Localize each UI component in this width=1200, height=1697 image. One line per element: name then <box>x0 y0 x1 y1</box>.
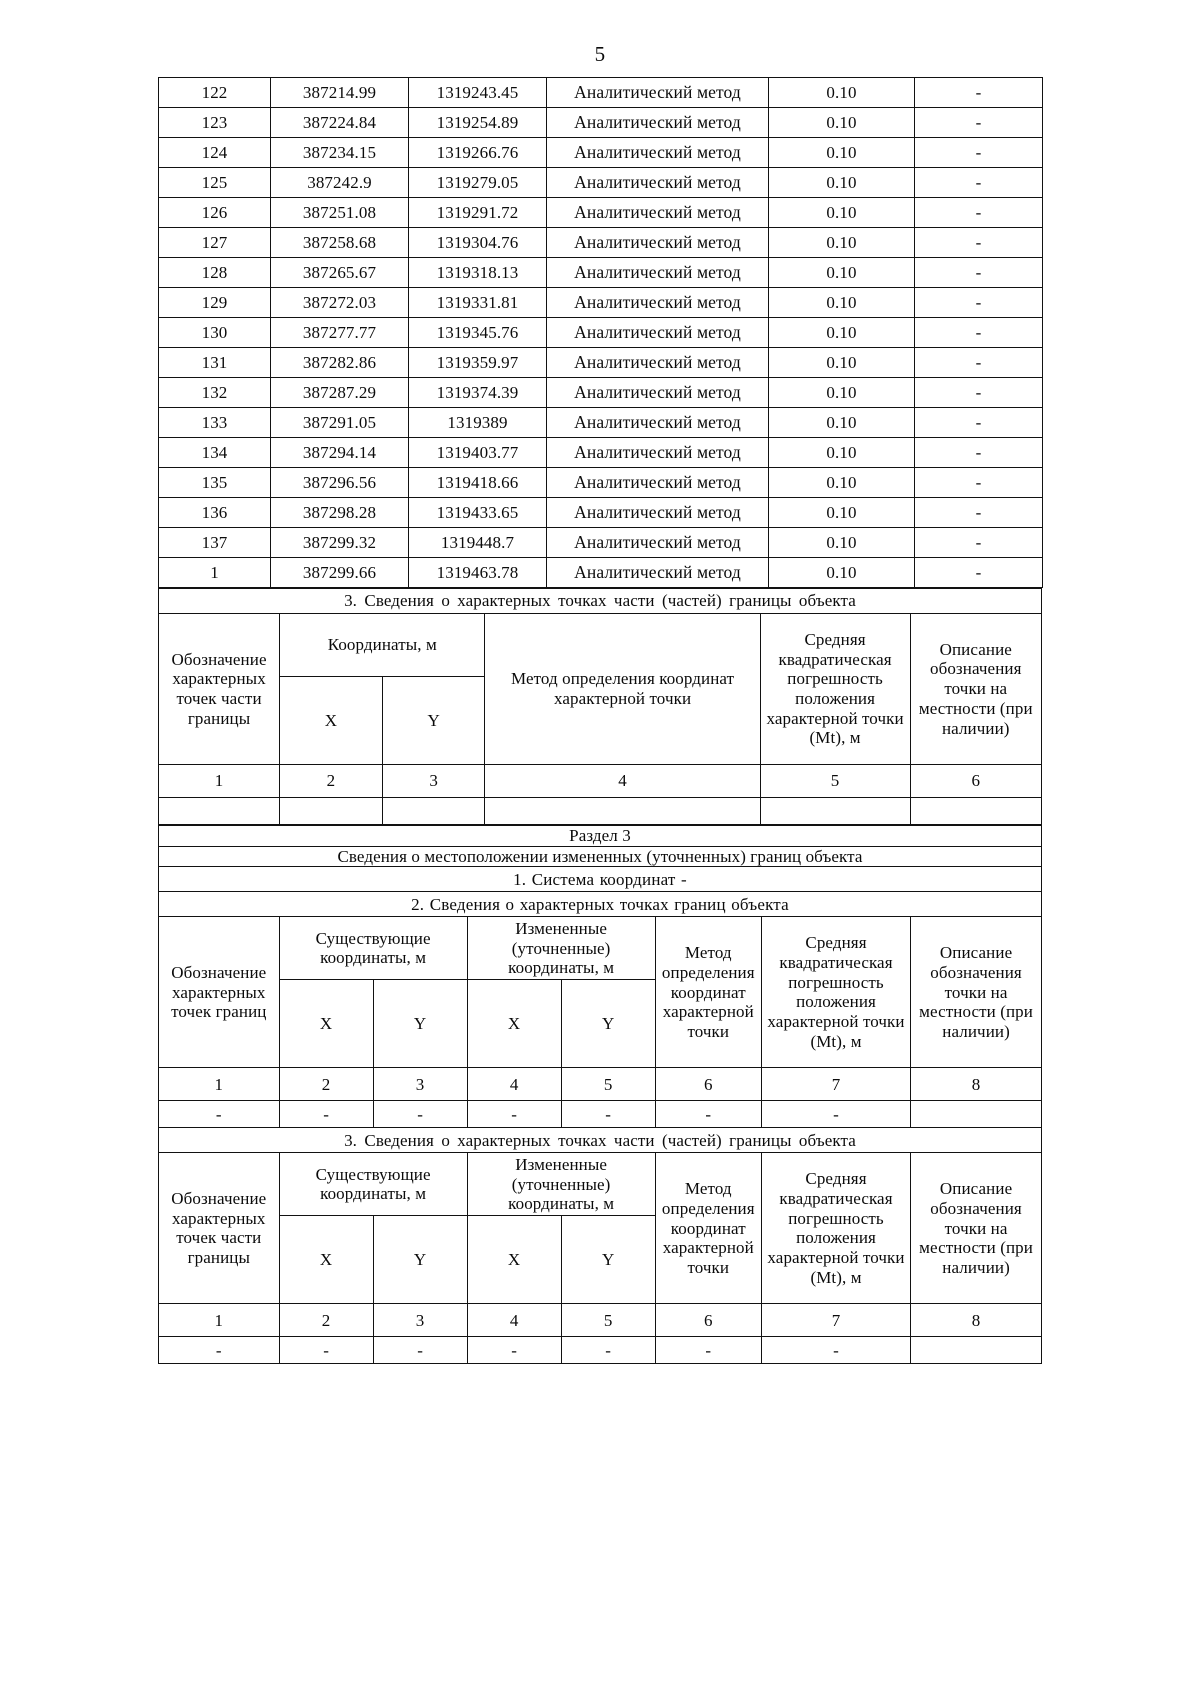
cell-mt: 0.10 <box>769 408 915 438</box>
column-number: 4 <box>467 1304 561 1337</box>
cell-point-number: 132 <box>159 378 271 408</box>
coordinate-system-label: 1. Система координат - <box>159 867 1042 892</box>
cell-mt: 0.10 <box>769 348 915 378</box>
cell-mt: 0.10 <box>769 318 915 348</box>
cell-point-number: 126 <box>159 198 271 228</box>
cell-value: - <box>761 1101 910 1128</box>
header-existing-x: X <box>279 980 373 1068</box>
cell-value: - <box>655 1101 761 1128</box>
header-changed-x: X <box>467 1216 561 1304</box>
column-number: 7 <box>761 1068 910 1101</box>
header-description: Описание обозначения точки на местности (при наличии) <box>911 1153 1042 1304</box>
razdel-title-row <box>159 826 1042 847</box>
column-number: 3 <box>382 765 485 798</box>
cell-x: 387296.56 <box>271 468 409 498</box>
column-numbering-row <box>159 1304 1042 1337</box>
cell-y: 1319448.7 <box>409 528 547 558</box>
cell-x: 387242.9 <box>271 168 409 198</box>
cell-point-number: 134 <box>159 438 271 468</box>
cell-method: Аналитический метод <box>547 258 769 288</box>
table-row <box>159 1337 1042 1364</box>
cell-mt: 0.10 <box>769 228 915 258</box>
cell-mt: 0.10 <box>769 258 915 288</box>
table-row <box>159 468 1043 498</box>
cell-method: Аналитический метод <box>547 108 769 138</box>
column-number: 3 <box>373 1304 467 1337</box>
cell-x: 387234.15 <box>271 138 409 168</box>
column-number: 8 <box>911 1304 1042 1337</box>
cell-mt: 0.10 <box>769 108 915 138</box>
razdel3-table <box>158 825 1042 1364</box>
header-changed-coordinates: Измененные (уточненные) координаты, м <box>467 917 655 980</box>
cell-description: - <box>915 348 1043 378</box>
cell-method: Аналитический метод <box>547 138 769 168</box>
cell-mt: 0.10 <box>769 468 915 498</box>
cell-empty <box>910 798 1041 825</box>
header-mean-square-error: Средняя квадратическая погрешность положения характерной точки (Mt), м <box>761 1153 910 1304</box>
table-row <box>159 558 1043 588</box>
cell-description: - <box>915 468 1043 498</box>
cell-mt: 0.10 <box>769 378 915 408</box>
table-row <box>159 318 1043 348</box>
cell-x: 387277.77 <box>271 318 409 348</box>
cell-point-number: 135 <box>159 468 271 498</box>
cell-point-number: 131 <box>159 348 271 378</box>
cell-empty <box>280 798 383 825</box>
cell-description: - <box>915 288 1043 318</box>
cell-y: 1319243.45 <box>409 78 547 108</box>
cell-method: Аналитический метод <box>547 348 769 378</box>
cell-y: 1319291.72 <box>409 198 547 228</box>
cell-description: - <box>915 168 1043 198</box>
table-header-row-upper <box>159 1153 1042 1216</box>
header-point-designation: Обозначение характерных точек части границы <box>159 1153 280 1304</box>
header-existing-coordinates: Существующие координаты, м <box>279 917 467 980</box>
cell-point-number: 1 <box>159 558 271 588</box>
cell-method: Аналитический метод <box>547 498 769 528</box>
table-row <box>159 438 1043 468</box>
cell-x: 387224.84 <box>271 108 409 138</box>
column-number: 4 <box>467 1068 561 1101</box>
cell-y: 1319463.78 <box>409 558 547 588</box>
column-number: 5 <box>561 1068 655 1101</box>
section-item-1-row <box>159 867 1042 892</box>
header-description: Описание обозначения точки на местности (при наличии) <box>910 614 1041 765</box>
table-row <box>159 78 1043 108</box>
header-y: Y <box>382 677 485 765</box>
boundary-points-label: 2. Сведения о характерных точках границ объекта <box>159 892 1042 917</box>
cell-value: - <box>373 1337 467 1364</box>
cell-x: 387214.99 <box>271 78 409 108</box>
cell-method: Аналитический метод <box>547 78 769 108</box>
cell-method: Аналитический метод <box>547 558 769 588</box>
table-row-empty <box>159 798 1042 825</box>
column-numbering-row <box>159 765 1042 798</box>
cell-description: - <box>915 438 1043 468</box>
cell-description: - <box>915 138 1043 168</box>
column-numbering-row <box>159 1068 1042 1101</box>
column-number: 4 <box>485 765 760 798</box>
cell-method: Аналитический метод <box>547 528 769 558</box>
column-number: 6 <box>655 1304 761 1337</box>
cell-x: 387299.66 <box>271 558 409 588</box>
header-changed-coordinates: Измененные (уточненные) координаты, м <box>467 1153 655 1216</box>
cell-description: - <box>915 408 1043 438</box>
cell-empty <box>159 798 280 825</box>
cell-point-number: 123 <box>159 108 271 138</box>
table-row <box>159 348 1043 378</box>
cell-x: 387251.08 <box>271 198 409 228</box>
section-caption-text: 3. Сведения о характерных точках части (частей) границы объекта <box>159 589 1042 614</box>
table-row <box>159 138 1043 168</box>
cell-method: Аналитический метод <box>547 288 769 318</box>
cell-point-number: 137 <box>159 528 271 558</box>
header-method: Метод определения координат характерной точки <box>655 1153 761 1304</box>
cell-description: - <box>915 378 1043 408</box>
table-row <box>159 528 1043 558</box>
cell-description: - <box>915 228 1043 258</box>
razdel-title: Раздел 3 <box>159 826 1042 847</box>
cell-method: Аналитический метод <box>547 468 769 498</box>
cell-x: 387294.14 <box>271 438 409 468</box>
cell-value: - <box>655 1337 761 1364</box>
header-x: X <box>280 677 383 765</box>
section-item-2-row <box>159 892 1042 917</box>
table-row <box>159 378 1043 408</box>
column-number: 2 <box>279 1304 373 1337</box>
cell-value: - <box>561 1337 655 1364</box>
cell-y: 1319304.76 <box>409 228 547 258</box>
column-number: 6 <box>910 765 1041 798</box>
header-changed-y: Y <box>561 1216 655 1304</box>
column-number: 1 <box>159 765 280 798</box>
cell-description: - <box>915 198 1043 228</box>
cell-value: - <box>467 1337 561 1364</box>
cell-mt: 0.10 <box>769 528 915 558</box>
cell-method: Аналитический метод <box>547 378 769 408</box>
cell-point-number: 136 <box>159 498 271 528</box>
coordinate-points-table <box>158 77 1043 588</box>
cell-description: - <box>915 108 1043 138</box>
cell-mt: 0.10 <box>769 498 915 528</box>
cell-value: - <box>761 1337 910 1364</box>
cell-y: 1319254.89 <box>409 108 547 138</box>
cell-method: Аналитический метод <box>547 318 769 348</box>
table-row <box>159 288 1043 318</box>
cell-value <box>911 1101 1042 1128</box>
cell-point-number: 124 <box>159 138 271 168</box>
table-row <box>159 498 1043 528</box>
cell-value: - <box>159 1101 280 1128</box>
cell-x: 387299.32 <box>271 528 409 558</box>
header-method: Метод определения координат характерной точки <box>655 917 761 1068</box>
cell-x: 387298.28 <box>271 498 409 528</box>
cell-value: - <box>279 1101 373 1128</box>
table-row <box>159 108 1043 138</box>
column-number: 2 <box>279 1068 373 1101</box>
cell-x: 387258.68 <box>271 228 409 258</box>
cell-mt: 0.10 <box>769 78 915 108</box>
column-number: 5 <box>760 765 910 798</box>
table-row <box>159 168 1043 198</box>
cell-point-number: 130 <box>159 318 271 348</box>
cell-y: 1319374.39 <box>409 378 547 408</box>
cell-description: - <box>915 318 1043 348</box>
cell-mt: 0.10 <box>769 288 915 318</box>
column-number: 2 <box>280 765 383 798</box>
coordinate-rows-body <box>159 78 1043 588</box>
cell-description: - <box>915 528 1043 558</box>
document-sheet <box>158 77 1042 1364</box>
cell-point-number: 127 <box>159 228 271 258</box>
cell-value: - <box>373 1101 467 1128</box>
column-number: 3 <box>373 1068 467 1101</box>
header-changed-x: X <box>467 980 561 1068</box>
table-row <box>159 408 1043 438</box>
cell-x: 387291.05 <box>271 408 409 438</box>
cell-y: 1319359.97 <box>409 348 547 378</box>
cell-y: 1319279.05 <box>409 168 547 198</box>
cell-value: - <box>561 1101 655 1128</box>
cell-point-number: 125 <box>159 168 271 198</box>
cell-description: - <box>915 498 1043 528</box>
cell-mt: 0.10 <box>769 558 915 588</box>
section-caption-part-boundary <box>159 589 1042 614</box>
column-number: 6 <box>655 1068 761 1101</box>
column-number: 5 <box>561 1304 655 1337</box>
cell-mt: 0.10 <box>769 138 915 168</box>
cell-y: 1319345.76 <box>409 318 547 348</box>
cell-method: Аналитический метод <box>547 228 769 258</box>
cell-x: 387287.29 <box>271 378 409 408</box>
header-method: Метод определения координат характерной точки <box>485 614 760 765</box>
cell-empty <box>382 798 485 825</box>
cell-y: 1319331.81 <box>409 288 547 318</box>
header-description: Описание обозначения точки на местности (при наличии) <box>911 917 1042 1068</box>
header-existing-y: Y <box>373 980 467 1068</box>
part-boundary-section-table <box>158 588 1042 825</box>
header-mean-square-error: Средняя квадратическая погрешность положения характерной точки (Mt), м <box>761 917 910 1068</box>
cell-point-number: 129 <box>159 288 271 318</box>
cell-description: - <box>915 78 1043 108</box>
cell-empty <box>760 798 910 825</box>
cell-value: - <box>159 1337 280 1364</box>
cell-method: Аналитический метод <box>547 168 769 198</box>
cell-method: Аналитический метод <box>547 198 769 228</box>
header-coordinates-group: Координаты, м <box>280 614 485 677</box>
header-point-designation: Обозначение характерных точек границ <box>159 917 280 1068</box>
table-header-row-upper <box>159 917 1042 980</box>
razdel-subtitle-row <box>159 846 1042 867</box>
column-number: 8 <box>911 1068 1042 1101</box>
cell-y: 1319389 <box>409 408 547 438</box>
table-row <box>159 198 1043 228</box>
cell-mt: 0.10 <box>769 198 915 228</box>
cell-mt: 0.10 <box>769 168 915 198</box>
header-existing-coordinates: Существующие координаты, м <box>279 1153 467 1216</box>
cell-point-number: 122 <box>159 78 271 108</box>
page-number: 5 <box>594 42 606 66</box>
cell-x: 387272.03 <box>271 288 409 318</box>
header-point-designation: Обозначение характерных точек части границы <box>159 614 280 765</box>
cell-y: 1319266.76 <box>409 138 547 168</box>
column-number: 1 <box>159 1304 280 1337</box>
cell-x: 387282.86 <box>271 348 409 378</box>
cell-y: 1319403.77 <box>409 438 547 468</box>
table-row <box>159 1101 1042 1128</box>
column-number: 1 <box>159 1068 280 1101</box>
header-existing-x: X <box>279 1216 373 1304</box>
razdel-subtitle: Сведения о местоположении измененных (уточненных) границ объекта <box>159 846 1042 867</box>
table-row <box>159 228 1043 258</box>
cell-value: - <box>279 1337 373 1364</box>
cell-point-number: 133 <box>159 408 271 438</box>
header-changed-y: Y <box>561 980 655 1068</box>
cell-description: - <box>915 258 1043 288</box>
part-boundary-points-label: 3. Сведения о характерных точках части (частей) границы объекта <box>159 1128 1042 1153</box>
header-mean-square-error: Средняя квадратическая погрешность положения характерной точки (Mt), м <box>760 614 910 765</box>
cell-mt: 0.10 <box>769 438 915 468</box>
cell-y: 1319418.66 <box>409 468 547 498</box>
cell-point-number: 128 <box>159 258 271 288</box>
cell-value <box>911 1337 1042 1364</box>
table-header-row-upper <box>159 614 1042 677</box>
section-item-3-row <box>159 1128 1042 1153</box>
cell-value: - <box>467 1101 561 1128</box>
column-number: 7 <box>761 1304 910 1337</box>
cell-description: - <box>915 558 1043 588</box>
cell-method: Аналитический метод <box>547 408 769 438</box>
cell-y: 1319433.65 <box>409 498 547 528</box>
cell-x: 387265.67 <box>271 258 409 288</box>
cell-y: 1319318.13 <box>409 258 547 288</box>
cell-empty <box>485 798 760 825</box>
table-row <box>159 258 1043 288</box>
cell-method: Аналитический метод <box>547 438 769 468</box>
header-existing-y: Y <box>373 1216 467 1304</box>
